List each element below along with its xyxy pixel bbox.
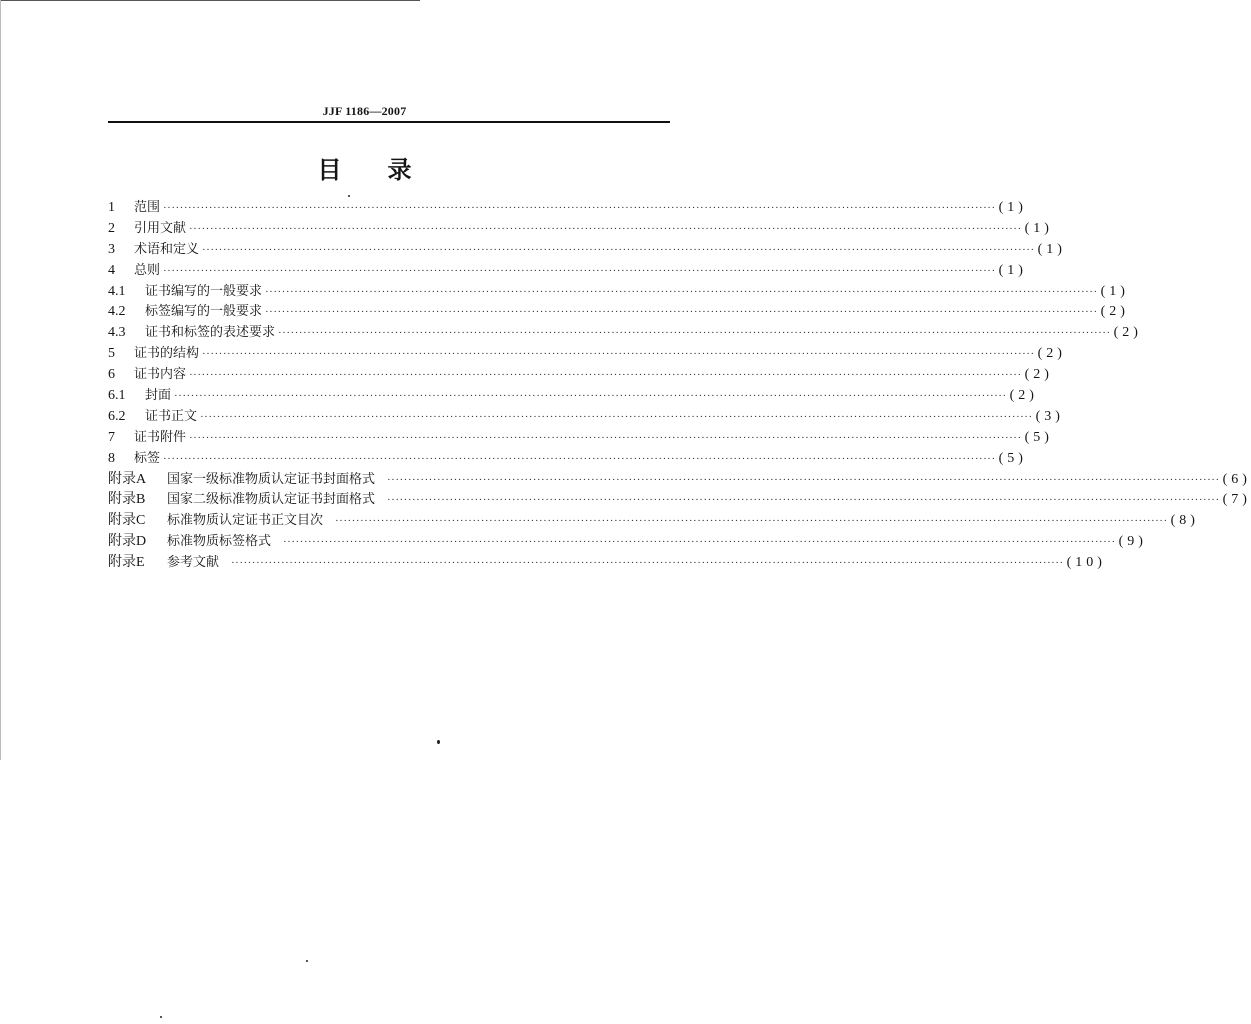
toc-entry[interactable] xyxy=(108,344,1066,365)
header-rule xyxy=(108,121,670,123)
scan-speck xyxy=(437,740,440,744)
toc-number: 4.2 xyxy=(108,304,126,320)
toc-entry[interactable] xyxy=(108,470,1251,491)
toc-entry[interactable] xyxy=(108,219,1053,240)
toc-entry[interactable] xyxy=(108,240,1066,261)
toc-page: (1) xyxy=(1024,220,1053,236)
toc-entry[interactable] xyxy=(108,282,1129,303)
toc-page: (1) xyxy=(1100,283,1129,299)
toc-label: 证书编写的一般要求 xyxy=(145,283,263,299)
toc-page: (8) xyxy=(1170,513,1199,529)
toc-label: 国家一级标准物质认定证书封面格式 xyxy=(167,471,376,487)
scan-speck xyxy=(306,960,308,962)
toc-label: 总则 xyxy=(134,262,161,278)
toc-page: (2) xyxy=(1009,388,1038,404)
toc-number: 7 xyxy=(108,429,115,445)
toc-page: (1) xyxy=(998,200,1027,215)
toc-leader-dots: ········································································································································································································ xyxy=(163,452,996,465)
toc-leader-dots: ········································································································································································································ xyxy=(189,369,1022,382)
toc-number: 5 xyxy=(108,346,115,362)
toc-label: 证书附件 xyxy=(134,429,187,445)
toc-page: (10) xyxy=(1066,555,1106,571)
toc-entry[interactable] xyxy=(108,302,1129,323)
toc-page: (5) xyxy=(998,450,1027,466)
toc-leader-dots: ········································································································································································································ xyxy=(231,557,1064,570)
toc-leader-dots: ········································································································································································································ xyxy=(265,285,1098,298)
toc-number: 附录A xyxy=(108,471,147,487)
standard-code: JJF 1186—2007 xyxy=(322,104,407,118)
toc-label: 标准物质认定证书正文目次 xyxy=(167,513,324,529)
toc-label: 国家二级标准物质认定证书封面格式 xyxy=(167,492,376,508)
toc-number: 8 xyxy=(108,450,115,466)
toc-number: 6.2 xyxy=(108,408,126,424)
table-of-contents xyxy=(108,198,1251,574)
toc-leader-dots: ········································································································································································································ xyxy=(202,243,1035,256)
toc-leader-dots: ········································································································································································································ xyxy=(189,431,1022,444)
toc-number: 4.3 xyxy=(108,325,126,341)
toc-entry[interactable] xyxy=(108,198,1027,219)
toc-leader-dots: ········································································································································································································ xyxy=(200,410,1033,423)
toc-label: 参考文献 xyxy=(167,555,220,571)
toc-label: 标签 xyxy=(134,450,161,466)
toc-page: (1) xyxy=(998,262,1027,278)
toc-page: (5) xyxy=(1024,429,1053,445)
toc-label: 封面 xyxy=(145,388,172,404)
toc-number: 6 xyxy=(108,367,115,383)
toc-entry[interactable] xyxy=(108,365,1053,386)
toc-leader-dots: ········································································································································································································ xyxy=(265,306,1098,319)
toc-leader-dots: ········································································································································································································ xyxy=(387,473,1220,486)
toc-label: 引用文献 xyxy=(134,220,187,236)
toc-page: (1) xyxy=(1037,241,1066,257)
toc-entry[interactable] xyxy=(108,323,1142,344)
toc-entry[interactable] xyxy=(108,553,1106,574)
scan-speck xyxy=(160,1016,162,1018)
toc-number: 2 xyxy=(108,220,115,236)
toc-leader-dots: ········································································································································································································ xyxy=(335,515,1168,528)
toc-number: 3 xyxy=(108,241,115,257)
toc-page: (2) xyxy=(1113,325,1142,341)
toc-number: 4 xyxy=(108,262,115,278)
toc-number: 附录E xyxy=(108,555,145,571)
toc-number: 1 xyxy=(108,200,115,215)
toc-page: (9) xyxy=(1118,534,1147,550)
toc-label: 标签编写的一般要求 xyxy=(145,304,263,320)
toc-entry[interactable] xyxy=(108,261,1027,282)
toc-number: 6.1 xyxy=(108,388,126,404)
toc-label: 范围 xyxy=(134,200,161,215)
toc-leader-dots: ········································································································································································································ xyxy=(163,202,996,214)
toc-label: 证书正文 xyxy=(145,408,198,424)
toc-entry[interactable] xyxy=(108,511,1199,532)
toc-entry[interactable] xyxy=(108,407,1064,428)
toc-entry[interactable] xyxy=(108,532,1147,553)
toc-leader-dots: ········································································································································································································ xyxy=(163,264,996,277)
toc-entry[interactable] xyxy=(108,490,1251,511)
toc-leader-dots: ········································································································································································································ xyxy=(278,327,1111,340)
scan-speck xyxy=(348,195,350,197)
toc-label: 标准物质标签格式 xyxy=(167,534,272,550)
toc-leader-dots: ········································································································································································································ xyxy=(189,222,1022,235)
toc-page: (2) xyxy=(1037,346,1066,362)
toc-label: 术语和定义 xyxy=(134,241,200,257)
toc-page: (3) xyxy=(1035,408,1064,424)
toc-leader-dots: ········································································································································································································ xyxy=(387,494,1220,507)
toc-number: 附录B xyxy=(108,492,146,508)
toc-number: 附录D xyxy=(108,534,147,550)
toc-number: 附录C xyxy=(108,513,146,529)
toc-page: (2) xyxy=(1024,367,1053,383)
toc-number: 4.1 xyxy=(108,283,126,299)
toc-entry[interactable] xyxy=(108,428,1053,449)
page-title: 目录 xyxy=(317,156,458,184)
toc-label: 证书内容 xyxy=(134,367,187,383)
toc-leader-dots: ········································································································································································································ xyxy=(202,348,1035,361)
toc-leader-dots: ········································································································································································································ xyxy=(174,390,1007,403)
toc-page: (6) xyxy=(1222,471,1251,487)
toc-entry[interactable] xyxy=(108,386,1038,407)
toc-label: 证书和标签的表述要求 xyxy=(145,325,276,341)
toc-page: (2) xyxy=(1100,304,1129,320)
toc-page: (7) xyxy=(1222,492,1251,508)
scan-edge-top xyxy=(0,0,420,1)
toc-label: 证书的结构 xyxy=(134,346,200,362)
toc-entry[interactable] xyxy=(108,449,1027,470)
toc-leader-dots: ········································································································································································································ xyxy=(283,536,1116,549)
